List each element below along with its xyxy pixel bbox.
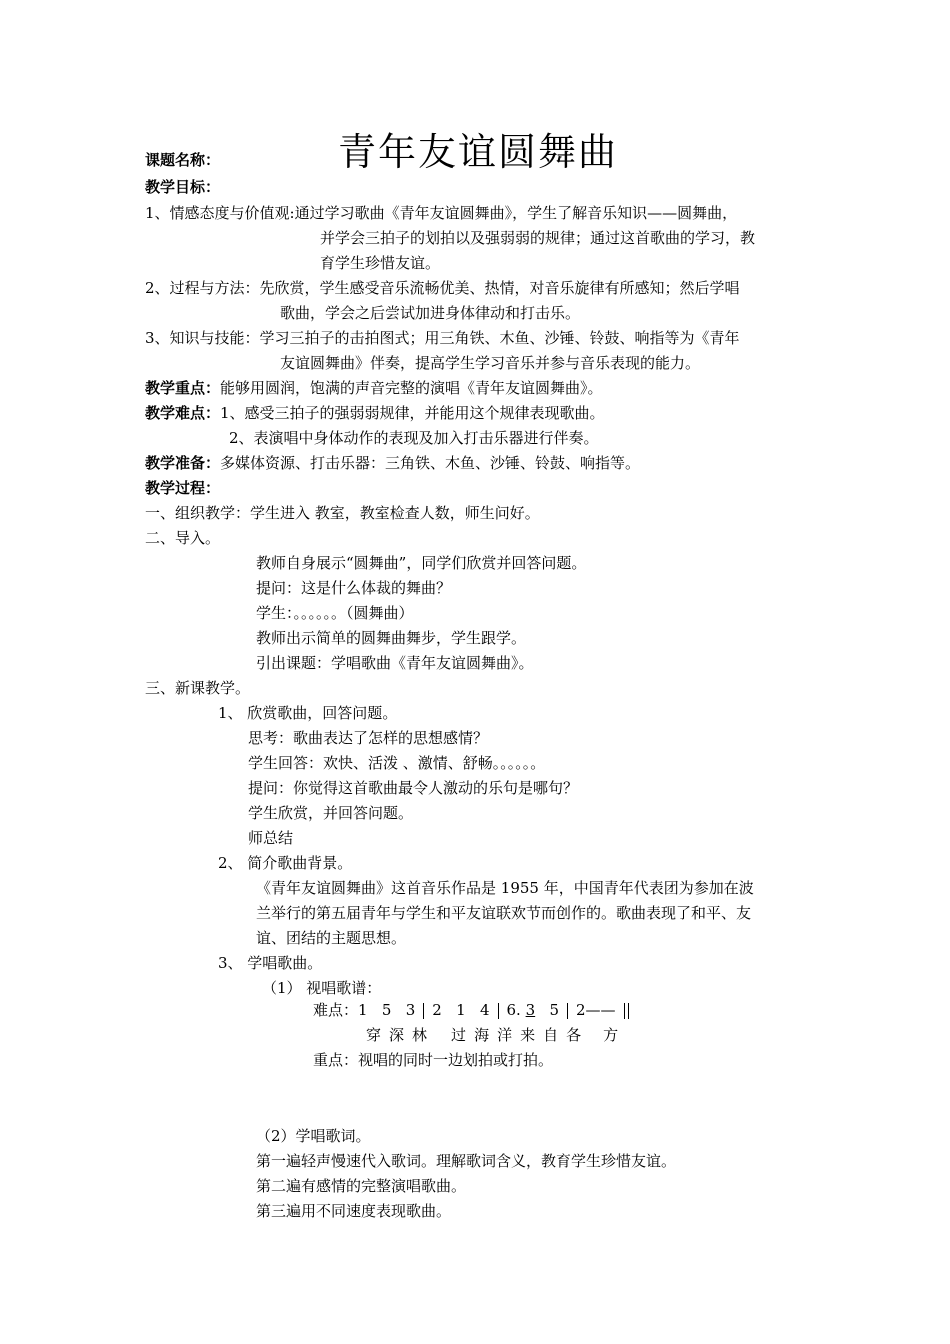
objective-2-line-2: 歌曲，学会之后尝试加进身体律动和打击乐。: [280, 304, 581, 322]
lyric-syllable: 自: [543, 1026, 559, 1044]
difficulty-line-1: 1、感受三拍子的强弱弱规律，并能用这个规律表现歌曲。: [220, 404, 605, 422]
section-3-2-line-3: 谊、团结的主题思想。: [256, 929, 407, 947]
keypoint-row: [145, 378, 603, 398]
lyric-syllable: 深: [389, 1026, 405, 1044]
difficulty-row: [145, 403, 605, 423]
section-3-3: 3、 学唱歌曲。: [218, 954, 323, 972]
notation-row: [313, 1000, 637, 1020]
section-1: 一、组织教学：学生进入 教室，教室检查人数，师生问好。: [145, 504, 540, 522]
section-3-3-2-line-3: 第三遍用不同速度表现歌曲。: [256, 1202, 452, 1220]
notation-group-3b: 3: [525, 1001, 536, 1019]
section-3-1-line-3: 提问：你觉得这首歌曲最令人激动的乐句是哪句？: [248, 779, 579, 797]
lyric-syllable: 方: [603, 1026, 619, 1044]
objective-2-line-1: 2、过程与方法：先欣赏，学生感受音乐流畅优美、热情，对音乐旋律有所感知；然后学唱: [145, 279, 740, 297]
notation-group-1: 1 5 3: [358, 1001, 416, 1019]
end-barline: [628, 1003, 629, 1019]
objective-1-line-2: 并学会三拍子的划拍以及强弱弱的规律；通过这首歌曲的学习，教: [320, 229, 756, 247]
lyric-syllable: 来: [520, 1026, 536, 1044]
section-3-2: 2、 简介歌曲背景。: [218, 854, 353, 872]
objective-1-line-1: 1、情感态度与价值观:通过学习歌曲《青年友谊圆舞曲》，学生了解音乐知识——圆舞曲，: [145, 204, 738, 222]
section-2-line-1: 教师自身展示“圆舞曲”，同学们欣赏并回答问题。: [256, 554, 587, 572]
section-2-line-2: 提问：这是什么体裁的舞曲？: [256, 579, 452, 597]
section-3-3-1: （1） 视唱歌谱：: [262, 979, 382, 997]
preparation-label: 教学准备：: [145, 454, 221, 472]
difficulty-label: 教学难点：: [145, 404, 221, 422]
lyric-syllable: 过: [451, 1026, 467, 1044]
objectives-heading: 教学目标：: [145, 178, 221, 196]
section-2-line-5: 引出课题：学唱歌曲《青年友谊圆舞曲》。: [256, 654, 534, 672]
lyric-syllable: 洋: [497, 1026, 513, 1044]
end-barline: [624, 1003, 625, 1019]
notation-group-3a: 6.: [506, 1001, 521, 1019]
difficulty-line-2: 2、表演唱中身体动作的表现及加入打击乐器进行伴奏。: [229, 429, 599, 447]
section-3-1-line-2: 学生回答：欢快、活泼 、激情、舒畅。。。。。。: [248, 754, 546, 772]
notation-group-4: 2——: [576, 1001, 616, 1019]
section-3-1-line-1: 思考：歌曲表达了怎样的思想感情？: [248, 729, 489, 747]
lyric-syllable: 穿: [366, 1026, 382, 1044]
barline: [567, 1003, 568, 1019]
focus-line: 重点：视唱的同时一边划拍或打拍。: [313, 1051, 554, 1069]
preparation-row: [145, 453, 640, 473]
lyric-syllable: 各: [566, 1026, 582, 1044]
section-3-2-line-2: 兰举行的第五届青年与学生和平友谊联欢节而创作的。歌曲表现了和平、友: [256, 904, 752, 922]
barline: [498, 1003, 499, 1019]
notation-group-3c: 5: [549, 1001, 560, 1019]
section-3-1: 1、 欣赏歌曲，回答问题。: [218, 704, 398, 722]
section-3-2-line-1: 《青年友谊圆舞曲》这首音乐作品是 1955 年，中国青年代表团为参加在波: [256, 879, 754, 897]
section-3: 三、新课教学。: [145, 679, 251, 697]
section-3-3-2-line-2: 第二遍有感情的完整演唱歌曲。: [256, 1177, 467, 1195]
notation-label: 难点：: [313, 1001, 359, 1019]
lesson-name-label: 课题名称：: [145, 151, 221, 169]
notation-group-2: 2 1 4: [432, 1001, 490, 1019]
section-2-line-4: 教师出示简单的圆舞曲舞步，学生跟学。: [256, 629, 527, 647]
section-3-1-line-5: 师总结: [248, 829, 294, 847]
barline: [423, 1003, 424, 1019]
section-3-1-line-4: 学生欣赏，并回答问题。: [248, 804, 414, 822]
section-2-line-3: 学生：。。。。。。（圆舞曲）: [256, 604, 414, 622]
lyric-syllable: 海: [474, 1026, 490, 1044]
lyrics-row: [366, 1025, 618, 1045]
process-heading: 教学过程：: [145, 479, 221, 497]
keypoint-label: 教学重点：: [145, 379, 221, 397]
section-3-3-2-line-1: 第一遍轻声慢速代入歌词。理解歌词含义，教育学生珍惜友谊。: [256, 1152, 677, 1170]
page-title: 青年友谊圆舞曲: [338, 130, 619, 174]
keypoint-text: 能够用圆润，饱满的声音完整的演唱《青年友谊圆舞曲》。: [220, 379, 603, 397]
section-2: 二、导入。: [145, 529, 221, 547]
section-3-3-2: （2）学唱歌词。: [256, 1127, 371, 1145]
objective-1-line-3: 育学生珍惜友谊。: [320, 254, 441, 272]
lyric-syllable: 林: [412, 1026, 428, 1044]
objective-3-line-1: 3、知识与技能：学习三拍子的击拍图式；用三角铁、木鱼、沙锤、铃鼓、响指等为《青年: [145, 329, 740, 347]
objective-3-line-2: 友谊圆舞曲》伴奏，提高学生学习音乐并参与音乐表现的能力。: [280, 354, 701, 372]
preparation-text: 多媒体资源、打击乐器：三角铁、木鱼、沙锤、铃鼓、响指等。: [220, 454, 641, 472]
